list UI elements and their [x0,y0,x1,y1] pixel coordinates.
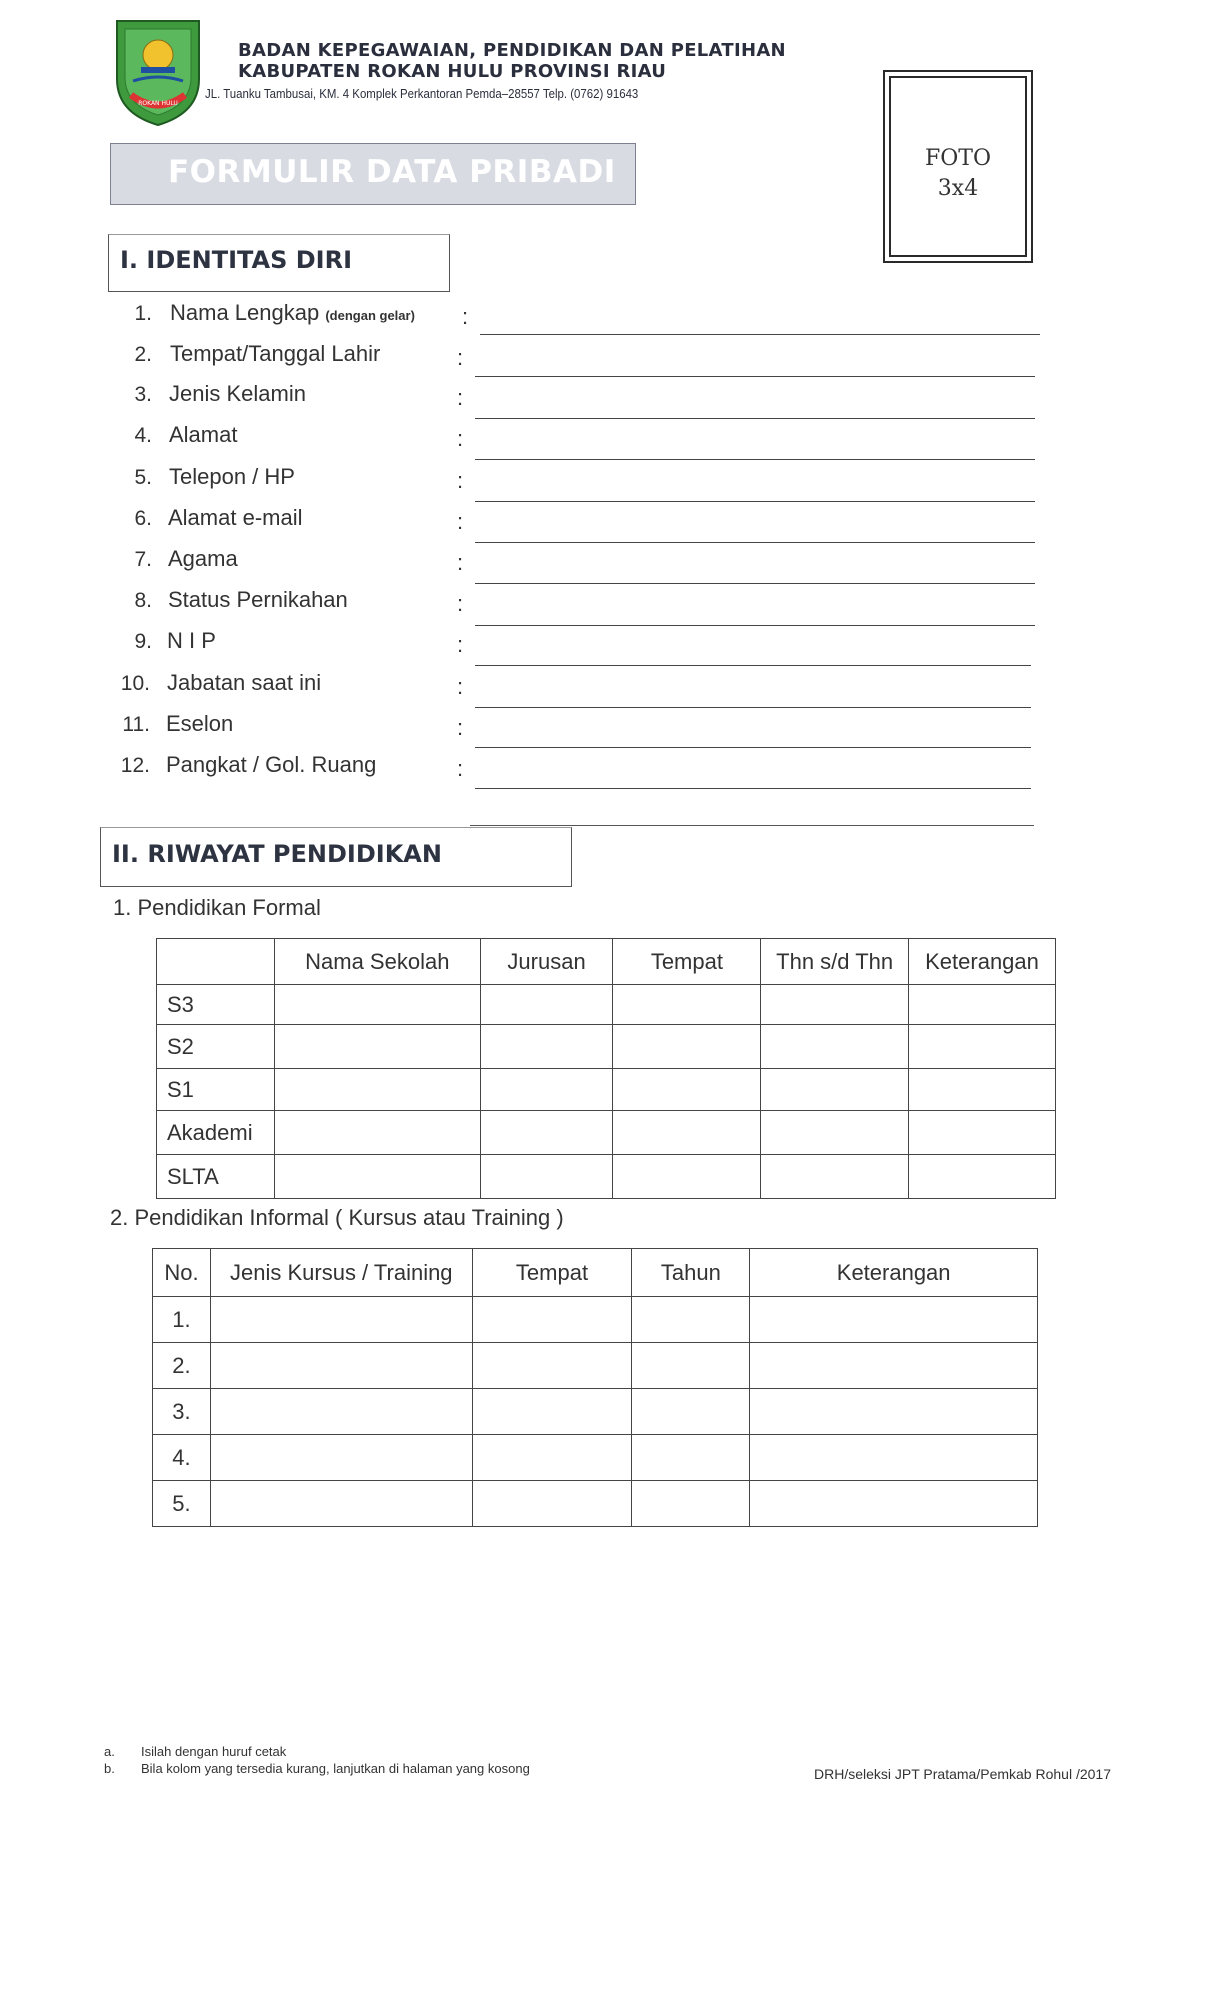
field-label [169,381,306,407]
table-cell[interactable] [761,1155,909,1199]
field-colon: : [462,304,469,329]
table-cell[interactable] [613,985,761,1025]
table-cell[interactable] [472,1343,632,1389]
table-cell[interactable] [750,1481,1038,1527]
note-a-text: Isilah dengan huruf cetak [141,1744,287,1759]
table-cell[interactable] [210,1481,472,1527]
field-label-text: Status Pernikahan [168,587,348,612]
formal-header-school: Nama Sekolah [274,939,480,985]
row-number: 3. [153,1389,211,1435]
table-cell[interactable] [761,1025,909,1069]
table-cell[interactable] [480,1155,613,1199]
field-label [167,628,216,654]
organization-region: KABUPATEN ROKAN HULU PROVINSI RIAU [238,61,667,82]
formal-table-header-row [157,939,1056,985]
organization-name: BADAN KEPEGAWAIAN, PENDIDIKAN DAN PELATIHAN [238,40,786,61]
table-cell[interactable] [480,1111,613,1155]
field-number: 9. [134,630,152,653]
education-level: S1 [157,1069,275,1111]
field-number: 1. [134,302,152,325]
table-cell[interactable] [613,1025,761,1069]
field-label [169,422,237,448]
field-label-text: Telepon / HP [169,464,295,489]
row-number: 1. [153,1297,211,1343]
formal-header-years: Thn s/d Thn [761,939,909,985]
table-cell[interactable] [632,1389,750,1435]
document-reference: DRH/seleksi JPT Pratama/Pemkab Rohul /2017 [814,1766,1111,1782]
informal-header-notes: Keterangan [750,1249,1038,1297]
photo-label: FOTO [924,146,991,171]
field-input-line[interactable] [475,542,1035,543]
field-number: 8. [134,589,152,612]
row-number: 4. [153,1435,211,1481]
rokan-hulu-emblem-logo [111,17,205,127]
field-number: 10. [120,672,150,695]
table-cell[interactable] [761,1069,909,1111]
field-input-line[interactable] [475,376,1035,377]
table-cell[interactable] [480,1069,613,1111]
table-cell[interactable] [632,1481,750,1527]
field-label [170,341,380,367]
section2-title: II. RIWAYAT PENDIDIKAN [112,840,442,868]
field-number: 4. [134,424,152,447]
table-row [157,1155,1056,1199]
table-cell[interactable] [274,1025,480,1069]
field-input-line[interactable] [475,501,1035,502]
table-cell[interactable] [632,1435,750,1481]
table-cell[interactable] [750,1297,1038,1343]
field-input-line[interactable] [475,583,1035,584]
formal-header-place: Tempat [613,939,761,985]
organization-address: JL. Tuanku Tambusai, KM. 4 Komplek Perkantoran Pemda–28557 Telp. (0762) 91643 [205,86,639,101]
field-label [169,464,295,490]
formal-header-notes: Keterangan [909,939,1056,985]
table-cell[interactable] [472,1481,632,1527]
table-cell[interactable] [274,985,480,1025]
table-cell[interactable] [472,1297,632,1343]
form-title: FORMULIR DATA PRIBADI [168,154,616,190]
table-cell[interactable] [750,1389,1038,1435]
section1-title: I. IDENTITAS DIRI [120,246,353,274]
table-cell[interactable] [472,1435,632,1481]
field-colon: : [457,674,464,699]
formal-education-table [156,938,1056,1199]
note-b-text: Bila kolom yang tersedia kurang, lanjutkan di halaman yang kosong [141,1761,530,1776]
field-label [170,300,415,326]
table-cell[interactable] [210,1343,472,1389]
field-colon: : [457,756,464,781]
field-number: 7. [134,548,152,571]
formal-education-label: 1. Pendidikan Formal [113,895,321,920]
table-cell[interactable] [909,1069,1056,1111]
table-row [157,985,1056,1025]
informal-education-table [152,1248,1038,1527]
field-input-line[interactable] [475,459,1035,460]
row-number: 5. [153,1481,211,1527]
table-cell[interactable] [274,1155,480,1199]
field-input-line[interactable] [475,665,1031,666]
field-colon: : [457,385,464,410]
note-b-key: b. [104,1761,115,1776]
table-cell[interactable] [210,1435,472,1481]
table-cell[interactable] [480,985,613,1025]
table-cell[interactable] [909,1025,1056,1069]
field-colon: : [457,468,464,493]
field-colon: : [457,426,464,451]
field-number: 5. [134,466,152,489]
row-number: 2. [153,1343,211,1389]
formal-header-level [157,939,275,985]
informal-header-year: Tahun [632,1249,750,1297]
table-cell[interactable] [613,1155,761,1199]
field-colon: : [457,591,464,616]
table-cell[interactable] [472,1389,632,1435]
table-cell[interactable] [761,1111,909,1155]
field-label-text: Agama [168,546,238,571]
table-row [153,1481,1038,1527]
table-cell[interactable] [480,1025,613,1069]
education-level: Akademi [157,1111,275,1155]
field-colon: : [457,345,464,370]
table-cell[interactable] [750,1343,1038,1389]
field-number: 12. [120,754,150,777]
table-cell[interactable] [909,985,1056,1025]
table-cell[interactable] [274,1111,480,1155]
field-colon: : [457,550,464,575]
table-row [157,1025,1056,1069]
field-label-text: Nama Lengkap [170,300,320,325]
informal-header-course: Jenis Kursus / Training [210,1249,472,1297]
field-number: 3. [134,383,152,406]
table-cell[interactable] [210,1297,472,1343]
table-cell[interactable] [909,1155,1056,1199]
table-cell[interactable] [274,1069,480,1111]
table-row [153,1343,1038,1389]
informal-table-header-row [153,1249,1038,1297]
field-label-text: N I P [167,628,216,653]
field-input-line[interactable] [475,707,1031,708]
field-label [168,546,238,572]
education-level: S3 [157,985,275,1025]
table-row [157,1069,1056,1111]
field-label-text: Jabatan saat ini [167,670,322,695]
informal-header-place: Tempat [472,1249,632,1297]
field-label [167,670,321,696]
education-level: SLTA [157,1155,275,1199]
table-row [153,1435,1038,1481]
field-label-text: Tempat/Tanggal Lahir [170,341,381,366]
field-input-line[interactable] [480,334,1040,335]
note-a-key: a. [104,1744,115,1759]
table-cell[interactable] [750,1435,1038,1481]
informal-education-label: 2. Pendidikan Informal ( Kursus atau Training ) [110,1205,564,1230]
field-input-line[interactable] [475,418,1035,419]
table-row [157,1111,1056,1155]
informal-header-no: No. [153,1249,211,1297]
table-cell[interactable] [909,1111,1056,1155]
field-label [168,587,348,613]
field-label [168,505,302,531]
svg-text:ROKAN HULU: ROKAN HULU [138,100,178,107]
field-input-line[interactable] [475,788,1031,789]
table-cell[interactable] [613,1111,761,1155]
section-divider-line [470,825,1034,826]
field-colon: : [457,509,464,534]
field-label [166,711,233,737]
field-input-line[interactable] [475,747,1031,748]
photo-size: 3x4 [937,176,979,201]
table-cell[interactable] [210,1389,472,1435]
field-number: 6. [134,507,152,530]
field-label-text: Eselon [166,711,234,736]
table-cell[interactable] [632,1297,750,1343]
field-number: 11. [122,713,150,736]
table-row [153,1297,1038,1343]
formal-header-major: Jurusan [480,939,613,985]
table-cell[interactable] [613,1069,761,1111]
table-cell[interactable] [761,985,909,1025]
field-number: 2. [134,343,152,366]
field-label-text: Pangkat / Gol. Ruang [166,752,377,777]
field-label [166,752,376,778]
field-input-line[interactable] [475,625,1035,626]
table-cell[interactable] [632,1343,750,1389]
field-label-text: Jenis Kelamin [169,381,306,406]
education-level: S2 [157,1025,275,1069]
field-colon: : [457,715,464,740]
field-label-text: Alamat [169,422,238,447]
field-colon: : [457,632,464,657]
field-label-note: (dengan gelar) [325,308,415,323]
field-label-text: Alamat e-mail [168,505,303,530]
table-row [153,1389,1038,1435]
